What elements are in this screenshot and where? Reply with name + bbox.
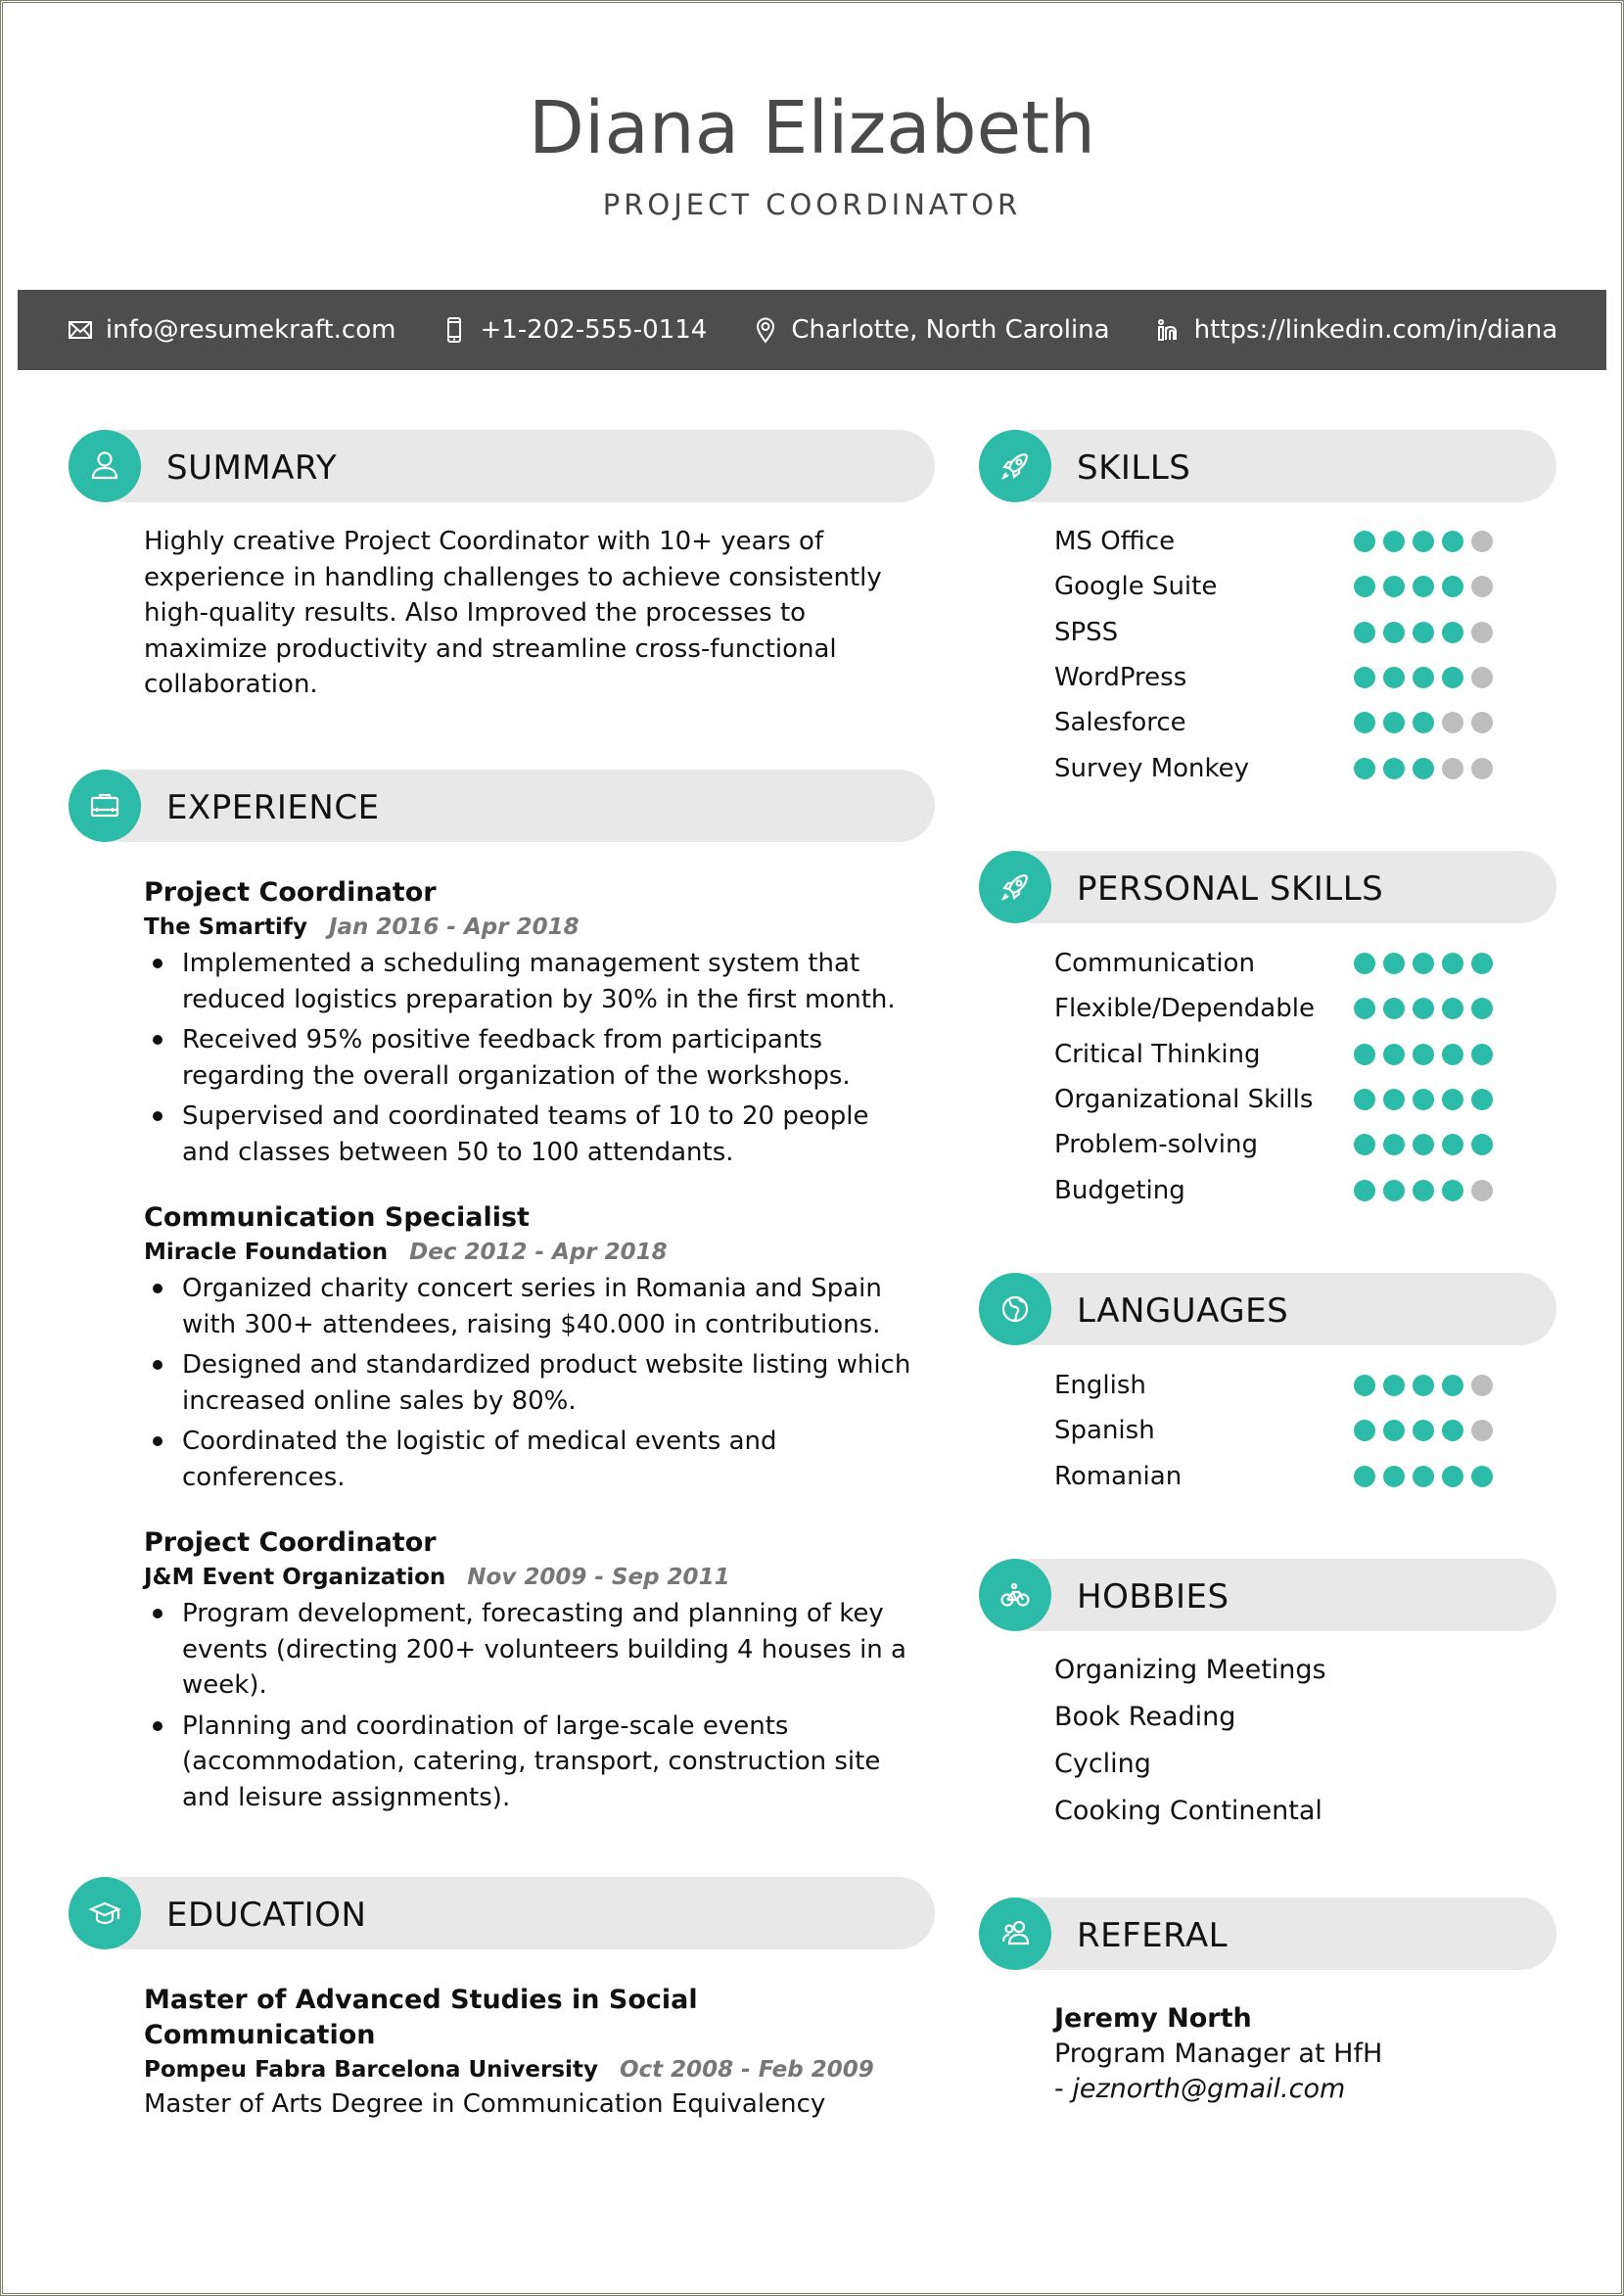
rating-dot-filled <box>1442 531 1463 552</box>
rating-dot-filled <box>1442 1420 1463 1441</box>
rating-dot-filled <box>1413 622 1434 643</box>
rating-dot-filled <box>1413 953 1434 974</box>
hobbies-header <box>979 1559 1556 1631</box>
rating-dot-filled <box>1383 1044 1405 1065</box>
rating-dot-filled <box>1383 1466 1405 1487</box>
hobby-item: Organizing Meetings <box>1054 1655 1326 1685</box>
language-label: English <box>1054 1371 1146 1401</box>
skill-row <box>1054 519 1563 564</box>
bicycle-icon <box>996 1575 1035 1615</box>
skill-label: WordPress <box>1054 663 1187 693</box>
rating-dot-filled <box>1442 622 1463 643</box>
languages-list <box>1054 1363 1563 1499</box>
rating-dot-filled <box>1442 667 1463 688</box>
hobby-item: Cooking Continental <box>1054 1796 1322 1826</box>
rating-dots <box>1354 953 1493 974</box>
section-title: REFERAL <box>1077 1916 1229 1955</box>
skill-row <box>1054 986 1563 1031</box>
rating-dot-filled <box>1413 1375 1434 1396</box>
job-company: Miracle Foundation <box>144 1240 389 1265</box>
rating-dot-filled <box>1383 1089 1405 1110</box>
rating-dot-filled <box>1471 1044 1493 1065</box>
rating-dot-filled <box>1471 1466 1493 1487</box>
skill-label: Survey Monkey <box>1054 753 1250 783</box>
education-header <box>69 1877 935 1949</box>
skill-label: Communication <box>1054 949 1255 979</box>
linkedin-text: https://linkedin.com/in/diana <box>1193 315 1558 345</box>
rating-dot-filled <box>1442 1466 1463 1487</box>
section-badge <box>979 1559 1051 1631</box>
job-dates: Dec 2012 - Apr 2018 <box>409 1240 668 1265</box>
job-bullet: Supervised and coordinated teams of 10 to 20 people and classes between 50 to 100 attendants. <box>144 1099 917 1170</box>
education-note: Master of Arts Degree in Communication Equivalency <box>144 2089 826 2119</box>
rating-dots <box>1354 712 1493 733</box>
referral-email[interactable]: jeznorth@gmail.com <box>1072 2074 1346 2104</box>
skill-row <box>1054 1077 1563 1122</box>
section-title: SUMMARY <box>166 448 338 488</box>
rating-dot-filled <box>1354 758 1375 779</box>
referral-header <box>979 1898 1556 1970</box>
rating-dot-filled <box>1354 667 1375 688</box>
rating-dots <box>1354 758 1493 779</box>
section-title: EXPERIENCE <box>166 788 380 827</box>
rating-dot-filled <box>1413 1466 1434 1487</box>
section-badge <box>979 1273 1051 1345</box>
rating-dot-filled <box>1383 667 1405 688</box>
rating-dots <box>1354 576 1493 597</box>
language-row <box>1054 1363 1563 1408</box>
rating-dot-filled <box>1354 1375 1375 1396</box>
language-row <box>1054 1454 1563 1499</box>
rating-dot-empty <box>1471 622 1493 643</box>
rating-dot-empty <box>1471 712 1493 733</box>
skill-row <box>1054 745 1563 790</box>
rating-dots <box>1354 1044 1493 1065</box>
mobile-phone-icon <box>441 316 468 344</box>
job-title: Communication Specialist <box>144 1202 530 1233</box>
job-bullets <box>144 1596 917 1815</box>
job-bullets <box>144 1271 917 1495</box>
rating-dot-empty <box>1471 1375 1493 1396</box>
rating-dot-filled <box>1471 953 1493 974</box>
job-bullet: Received 95% positive feedback from participants regarding the overall organization of the workshops. <box>144 1022 917 1094</box>
rating-dots <box>1354 1180 1493 1201</box>
rating-dot-filled <box>1383 758 1405 779</box>
referral-role: Program Manager at HfH <box>1054 2038 1383 2069</box>
hobby-item: Cycling <box>1054 1749 1151 1779</box>
rating-dots <box>1354 1375 1493 1396</box>
rating-dot-filled <box>1442 1089 1463 1110</box>
skills-header <box>979 430 1556 502</box>
job-entry <box>144 1200 917 1500</box>
job-company: The Smartify <box>144 914 307 940</box>
rating-dot-filled <box>1383 531 1405 552</box>
rating-dot-filled <box>1354 953 1375 974</box>
section-badge <box>69 1877 141 1949</box>
language-row <box>1054 1408 1563 1453</box>
personal-skills-header <box>979 851 1556 923</box>
skill-row <box>1054 700 1563 745</box>
skill-label: MS Office <box>1054 527 1176 557</box>
school-name: Pompeu Fabra Barcelona University <box>144 2057 598 2083</box>
job-bullet: Designed and standardized product website listing which increased online sales by 80%. <box>144 1347 917 1419</box>
job-meta <box>144 911 917 944</box>
rating-dot-empty <box>1471 758 1493 779</box>
summary-text: Highly creative Project Coordinator with 10+ years of experience in handling challenges to achieve consistently high-quality results. Also Improved the processes to maximize productivity and streamline cross-functional collaboration. <box>144 527 882 699</box>
rating-dot-filled <box>1354 531 1375 552</box>
rating-dot-filled <box>1442 1180 1463 1201</box>
summary-header <box>69 430 935 502</box>
rating-dot-filled <box>1471 998 1493 1019</box>
rating-dot-filled <box>1383 622 1405 643</box>
section-title: EDUCATION <box>166 1896 367 1935</box>
job-bullets <box>144 946 917 1170</box>
rating-dot-filled <box>1413 531 1434 552</box>
rating-dot-filled <box>1354 712 1375 733</box>
job-dates: Nov 2009 - Sep 2011 <box>467 1565 730 1590</box>
rating-dots <box>1354 1466 1493 1487</box>
rating-dot-filled <box>1442 998 1463 1019</box>
skill-label: Budgeting <box>1054 1175 1185 1205</box>
section-title: PERSONAL SKILLS <box>1077 869 1384 909</box>
education-entry <box>144 1983 874 2123</box>
rating-dot-empty <box>1442 712 1463 733</box>
location-text: Charlotte, North Carolina <box>791 315 1110 345</box>
section-title: SKILLS <box>1077 448 1191 488</box>
rating-dot-filled <box>1413 1134 1434 1155</box>
degree-title: Master of Advanced Studies in Social Communication <box>144 1985 698 2050</box>
rating-dot-filled <box>1413 998 1434 1019</box>
experience-header <box>69 770 935 842</box>
rating-dot-filled <box>1442 1375 1463 1396</box>
skill-label: Salesforce <box>1054 708 1186 738</box>
rating-dot-filled <box>1354 1089 1375 1110</box>
skill-row <box>1054 610 1563 655</box>
rating-dot-empty <box>1471 667 1493 688</box>
rating-dots <box>1354 1134 1493 1155</box>
job-title: Project Coordinator <box>144 1527 437 1558</box>
contact-phone[interactable] <box>441 315 707 345</box>
globe-icon <box>996 1289 1035 1329</box>
job-bullet: Coordinated the logistic of medical events and conferences. <box>144 1424 917 1495</box>
rating-dot-filled <box>1383 1134 1405 1155</box>
rating-dots <box>1354 1420 1493 1441</box>
skill-label: SPSS <box>1054 617 1119 647</box>
candidate-title: PROJECT COORDINATOR <box>602 188 1022 221</box>
graduation-cap-icon <box>85 1894 124 1933</box>
section-badge <box>69 770 141 842</box>
job-bullet: Planning and coordination of large-scale events (accommodation, catering, transport, construction site and leisure assignments). <box>144 1709 917 1816</box>
rating-dots <box>1354 667 1493 688</box>
rating-dot-filled <box>1354 1134 1375 1155</box>
skill-row <box>1054 1167 1563 1212</box>
rating-dot-filled <box>1383 1420 1405 1441</box>
education-dates: Oct 2008 - Feb 2009 <box>619 2057 874 2083</box>
languages-header <box>979 1273 1556 1345</box>
rating-dot-filled <box>1354 622 1375 643</box>
rating-dots <box>1354 531 1493 552</box>
job-company: J&M Event Organization <box>144 1565 446 1590</box>
job-bullet: Organized charity concert series in Romania and Spain with 300+ attendees, raising $40.000 in contributions. <box>144 1271 917 1342</box>
skill-row <box>1054 1032 1563 1077</box>
job-bullet: Program development, forecasting and planning of key events (directing 200+ volunteers building 4 houses in a week). <box>144 1596 917 1704</box>
user-icon <box>85 446 124 486</box>
rocket-icon <box>996 446 1035 486</box>
rating-dot-filled <box>1383 576 1405 597</box>
skill-label: Problem-solving <box>1054 1130 1258 1160</box>
skill-row <box>1054 655 1563 700</box>
candidate-name: Diana Elizabeth <box>528 86 1096 170</box>
users-icon <box>996 1914 1035 1953</box>
hobbies-list <box>1054 1647 1563 1835</box>
section-badge <box>979 1898 1051 1970</box>
rating-dot-filled <box>1383 953 1405 974</box>
rating-dot-filled <box>1442 576 1463 597</box>
rating-dot-empty <box>1471 1180 1493 1201</box>
rating-dot-filled <box>1383 712 1405 733</box>
personal-skills-list <box>1054 941 1563 1213</box>
rating-dot-filled <box>1383 1180 1405 1201</box>
envelope-icon <box>67 316 94 344</box>
map-pin-icon <box>752 316 779 344</box>
linkedin-icon <box>1155 316 1183 344</box>
rating-dots <box>1354 998 1493 1019</box>
rating-dot-filled <box>1354 576 1375 597</box>
hobby-item: Book Reading <box>1054 1702 1236 1732</box>
rating-dot-filled <box>1383 998 1405 1019</box>
job-entry <box>144 875 917 1175</box>
rating-dot-filled <box>1471 1134 1493 1155</box>
skill-row <box>1054 564 1563 609</box>
rating-dot-filled <box>1413 1420 1434 1441</box>
email-text: info@resumekraft.com <box>105 315 396 345</box>
rating-dot-empty <box>1442 758 1463 779</box>
rating-dot-filled <box>1413 758 1434 779</box>
rating-dot-filled <box>1413 1089 1434 1110</box>
skill-label: Organizational Skills <box>1054 1085 1314 1115</box>
rating-dot-filled <box>1413 576 1434 597</box>
section-title: LANGUAGES <box>1077 1291 1289 1331</box>
contact-email[interactable] <box>67 315 396 345</box>
referral-email-prefix: - <box>1054 2074 1073 2104</box>
rating-dot-filled <box>1442 1134 1463 1155</box>
rating-dot-filled <box>1413 1044 1434 1065</box>
language-label: Romanian <box>1054 1461 1183 1491</box>
rating-dot-filled <box>1471 1089 1493 1110</box>
rating-dot-empty <box>1471 576 1493 597</box>
briefcase-icon <box>85 786 124 825</box>
rating-dot-filled <box>1442 1044 1463 1065</box>
rating-dot-filled <box>1413 667 1434 688</box>
rating-dot-filled <box>1354 1044 1375 1065</box>
skills-list <box>1054 519 1563 791</box>
rating-dot-filled <box>1442 953 1463 974</box>
contact-bar <box>18 290 1606 370</box>
referral-email-line <box>1054 2072 1563 2107</box>
job-bullet: Implemented a scheduling management system that reduced logistics preparation by 30% in the first month. <box>144 946 917 1017</box>
section-badge <box>979 851 1051 923</box>
referral-name: Jeremy North <box>1054 2003 1252 2034</box>
rating-dots <box>1354 622 1493 643</box>
job-dates: Jan 2016 - Apr 2018 <box>328 914 580 940</box>
rocket-icon <box>996 867 1035 907</box>
section-badge <box>979 430 1051 502</box>
language-label: Spanish <box>1054 1416 1155 1446</box>
job-entry <box>144 1525 917 1820</box>
job-meta <box>144 1561 917 1594</box>
rating-dot-filled <box>1383 1375 1405 1396</box>
contact-linkedin[interactable] <box>1155 315 1558 345</box>
rating-dot-filled <box>1354 1180 1375 1201</box>
phone-text: +1-202-555-0114 <box>480 315 708 345</box>
skill-row <box>1054 1122 1563 1167</box>
skill-label: Flexible/Dependable <box>1054 994 1315 1024</box>
skill-row <box>1054 941 1563 986</box>
rating-dot-filled <box>1413 1180 1434 1201</box>
section-title: HOBBIES <box>1077 1577 1230 1617</box>
referral-entry <box>1054 2001 1563 2107</box>
rating-dots <box>1354 1089 1493 1110</box>
job-meta <box>144 1236 917 1269</box>
contact-location <box>752 315 1109 345</box>
skill-label: Google Suite <box>1054 572 1218 602</box>
rating-dot-empty <box>1471 1420 1493 1441</box>
rating-dot-filled <box>1354 1420 1375 1441</box>
section-badge <box>69 430 141 502</box>
rating-dot-filled <box>1354 1466 1375 1487</box>
rating-dot-filled <box>1413 712 1434 733</box>
skill-label: Critical Thinking <box>1054 1039 1261 1069</box>
education-meta <box>144 2053 874 2086</box>
job-title: Project Coordinator <box>144 877 437 908</box>
rating-dot-filled <box>1354 998 1375 1019</box>
rating-dot-empty <box>1471 531 1493 552</box>
